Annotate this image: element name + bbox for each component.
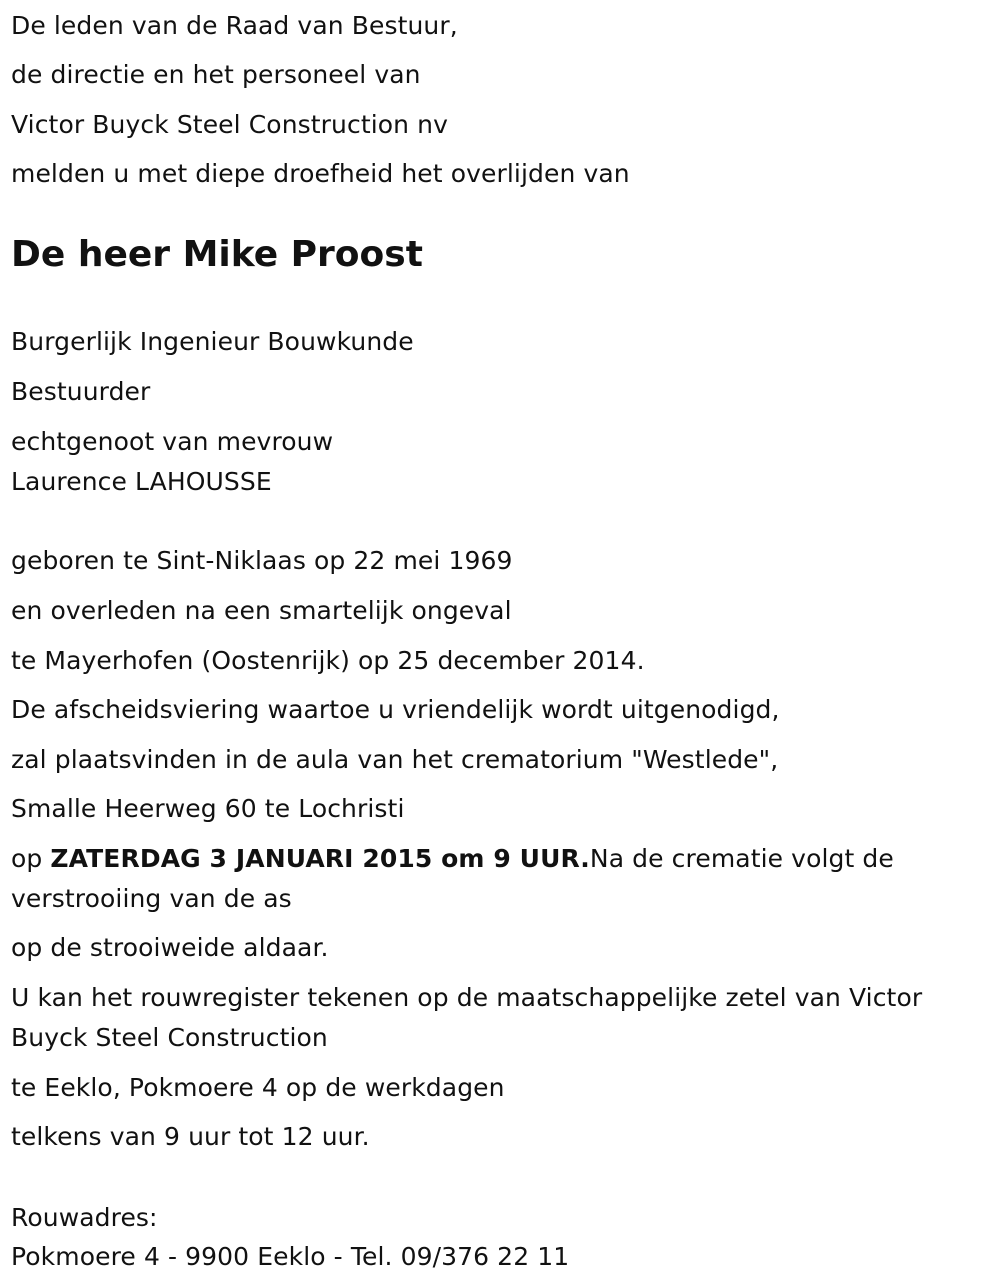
deceased-name: De heer Mike Proost (11, 234, 423, 275)
ceremony-line-2: zal plaatsvinden in de aula van het crematorium "Westlede", (11, 745, 779, 774)
register-line-3: te Eeklo, Pokmoere 4 op de werkdagen (11, 1073, 505, 1102)
spouse-line-2: Laurence LAHOUSSE (11, 467, 272, 496)
intro-line-3: Victor Buyck Steel Construction nv (11, 110, 449, 139)
ceremony-date: ZATERDAG 3 JANUARI 2015 om 9 UUR. (50, 844, 590, 873)
spouse-line-1: echtgenoot van mevrouw (11, 427, 334, 456)
register-line-1: U kan het rouwregister tekenen op de maatschappelijke zetel van Victor (11, 983, 923, 1012)
register-line-4: telkens van 9 uur tot 12 uur. (11, 1122, 370, 1151)
title-line-2: Bestuurder (11, 377, 151, 406)
ceremony-line-3: Smalle Heerweg 60 te Lochristi (11, 794, 405, 823)
ashes-line-2: op de strooiweide aldaar. (11, 933, 329, 962)
intro-line-4: melden u met diepe droefheid het overlijden van (11, 159, 630, 188)
address-line: Pokmoere 4 - 9900 Eeklo - Tel. 09/376 22 11 (11, 1242, 570, 1271)
intro-line-2: de directie en het personeel van (11, 60, 421, 89)
ashes-line-1: verstrooiing van de as (11, 884, 292, 913)
date-suffix: Na de crematie volgt de (589, 844, 894, 873)
address-label: Rouwadres: (11, 1203, 158, 1232)
intro-line-1: De leden van de Raad van Bestuur, (11, 11, 458, 40)
death-line-2: te Mayerhofen (Oostenrijk) op 25 december 2014. (11, 646, 645, 675)
ceremony-date-line (11, 839, 894, 879)
title-line-1: Burgerlijk Ingenieur Bouwkunde (11, 327, 414, 356)
birth-line: geboren te Sint-Niklaas op 22 mei 1969 (11, 546, 513, 575)
date-prefix: op (11, 844, 51, 873)
death-line-1: en overleden na een smartelijk ongeval (11, 596, 512, 625)
register-line-2: Buyck Steel Construction (11, 1023, 328, 1052)
ceremony-line-1: De afscheidsviering waartoe u vriendelijk wordt uitgenodigd, (11, 695, 780, 724)
